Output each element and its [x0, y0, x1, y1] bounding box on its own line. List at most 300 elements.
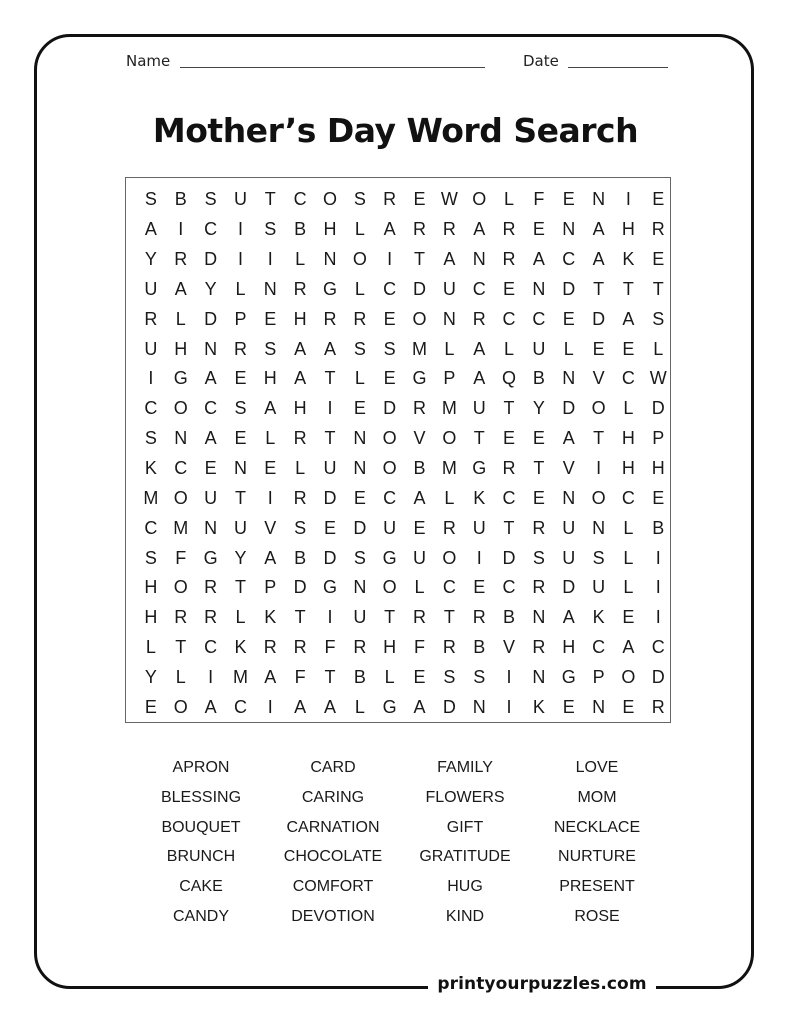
grid-cell[interactable]: O: [442, 428, 457, 449]
grid-cell[interactable]: D: [502, 547, 516, 568]
grid-cell[interactable]: I: [387, 249, 393, 270]
grid-cell[interactable]: A: [473, 338, 486, 359]
grid-cell[interactable]: R: [442, 637, 456, 658]
grid-cell[interactable]: Y: [144, 666, 157, 687]
grid-cell[interactable]: L: [295, 249, 306, 270]
grid-cell[interactable]: D: [413, 278, 427, 299]
grid-cell[interactable]: U: [353, 607, 367, 628]
grid-cell[interactable]: L: [623, 398, 634, 419]
grid-cell[interactable]: E: [144, 696, 157, 717]
grid-cell[interactable]: N: [532, 607, 546, 628]
grid-cell[interactable]: O: [173, 487, 188, 508]
grid-cell[interactable]: L: [623, 577, 634, 598]
grid-cell[interactable]: I: [655, 607, 661, 628]
grid-cell[interactable]: U: [144, 338, 158, 359]
grid-cell[interactable]: R: [502, 249, 516, 270]
grid-cell[interactable]: A: [592, 249, 605, 270]
grid-cell[interactable]: Y: [144, 249, 157, 270]
grid-cell[interactable]: G: [382, 696, 397, 717]
grid-cell[interactable]: E: [383, 308, 396, 329]
grid-cell[interactable]: K: [144, 458, 157, 479]
grid-cell[interactable]: E: [622, 338, 635, 359]
grid-cell[interactable]: M: [441, 458, 457, 479]
grid-cell[interactable]: C: [592, 637, 606, 658]
grid-cell[interactable]: F: [414, 637, 426, 658]
grid-cell[interactable]: I: [237, 249, 243, 270]
grid-cell[interactable]: L: [623, 517, 634, 538]
grid-cell[interactable]: U: [413, 547, 427, 568]
grid-cell[interactable]: A: [592, 219, 605, 240]
grid-cell[interactable]: P: [443, 368, 456, 389]
grid-cell[interactable]: K: [592, 607, 605, 628]
grid-cell[interactable]: C: [144, 517, 158, 538]
grid-cell[interactable]: A: [532, 249, 545, 270]
grid-cell[interactable]: A: [413, 487, 426, 508]
grid-cell[interactable]: N: [592, 189, 606, 210]
grid-cell[interactable]: H: [293, 308, 307, 329]
grid-cell[interactable]: N: [472, 696, 486, 717]
name-field-line[interactable]: [180, 67, 485, 68]
grid-cell[interactable]: C: [502, 487, 516, 508]
grid-cell[interactable]: H: [144, 607, 158, 628]
grid-cell[interactable]: L: [354, 696, 365, 717]
grid-cell[interactable]: E: [503, 278, 516, 299]
grid-cell[interactable]: E: [622, 696, 635, 717]
grid-cell[interactable]: R: [532, 637, 546, 658]
grid-cell[interactable]: E: [622, 607, 635, 628]
grid-cell[interactable]: K: [264, 607, 277, 628]
grid-cell[interactable]: R: [532, 517, 546, 538]
grid-cell[interactable]: M: [232, 666, 248, 687]
grid-cell[interactable]: I: [267, 696, 273, 717]
grid-cell[interactable]: V: [264, 517, 277, 538]
grid-cell[interactable]: F: [533, 189, 545, 210]
grid-cell[interactable]: D: [204, 308, 218, 329]
grid-cell[interactable]: L: [175, 308, 186, 329]
grid-cell[interactable]: O: [173, 696, 188, 717]
grid-cell[interactable]: D: [353, 517, 367, 538]
grid-cell[interactable]: R: [174, 607, 188, 628]
grid-cell[interactable]: M: [143, 487, 159, 508]
grid-cell[interactable]: K: [234, 637, 247, 658]
grid-cell[interactable]: R: [532, 577, 546, 598]
grid-cell[interactable]: O: [382, 428, 397, 449]
grid-cell[interactable]: E: [652, 249, 665, 270]
grid-cell[interactable]: A: [473, 219, 486, 240]
grid-cell[interactable]: L: [175, 666, 186, 687]
grid-cell[interactable]: R: [323, 308, 337, 329]
grid-cell[interactable]: S: [353, 338, 366, 359]
grid-cell[interactable]: D: [442, 696, 456, 717]
grid-cell[interactable]: R: [472, 607, 486, 628]
grid-cell[interactable]: U: [323, 458, 337, 479]
grid-cell[interactable]: T: [652, 278, 664, 299]
grid-cell[interactable]: Y: [204, 278, 217, 299]
grid-cell[interactable]: H: [621, 219, 635, 240]
grid-cell[interactable]: D: [383, 398, 397, 419]
grid-cell[interactable]: S: [144, 547, 157, 568]
grid-cell[interactable]: U: [562, 547, 576, 568]
grid-cell[interactable]: R: [204, 607, 218, 628]
grid-cell[interactable]: V: [562, 458, 575, 479]
grid-cell[interactable]: R: [263, 637, 277, 658]
grid-cell[interactable]: U: [204, 487, 218, 508]
grid-cell[interactable]: T: [593, 428, 605, 449]
grid-cell[interactable]: I: [506, 696, 512, 717]
grid-cell[interactable]: D: [651, 666, 665, 687]
grid-cell[interactable]: E: [323, 517, 336, 538]
grid-cell[interactable]: K: [622, 249, 635, 270]
grid-cell[interactable]: S: [144, 428, 157, 449]
grid-cell[interactable]: R: [353, 308, 367, 329]
grid-cell[interactable]: O: [621, 666, 636, 687]
grid-cell[interactable]: N: [562, 487, 576, 508]
grid-cell[interactable]: O: [352, 249, 367, 270]
grid-cell[interactable]: C: [144, 398, 158, 419]
grid-cell[interactable]: V: [503, 637, 516, 658]
grid-cell[interactable]: R: [353, 637, 367, 658]
grid-cell[interactable]: B: [473, 637, 486, 658]
grid-cell[interactable]: B: [413, 458, 426, 479]
grid-cell[interactable]: E: [532, 428, 545, 449]
grid-cell[interactable]: S: [473, 666, 486, 687]
grid-cell[interactable]: S: [652, 308, 665, 329]
grid-cell[interactable]: T: [324, 666, 336, 687]
grid-cell[interactable]: A: [174, 278, 187, 299]
grid-cell[interactable]: U: [233, 517, 247, 538]
grid-cell[interactable]: A: [622, 308, 635, 329]
grid-cell[interactable]: D: [562, 278, 576, 299]
grid-cell[interactable]: R: [442, 219, 456, 240]
grid-cell[interactable]: O: [591, 487, 606, 508]
grid-cell[interactable]: L: [623, 547, 634, 568]
grid-cell[interactable]: C: [472, 278, 486, 299]
grid-cell[interactable]: I: [506, 666, 512, 687]
grid-cell[interactable]: B: [174, 189, 187, 210]
grid-cell[interactable]: S: [383, 338, 396, 359]
grid-cell[interactable]: N: [592, 517, 606, 538]
grid-cell[interactable]: M: [173, 517, 189, 538]
grid-cell[interactable]: T: [622, 278, 634, 299]
grid-cell[interactable]: T: [443, 607, 455, 628]
grid-cell[interactable]: L: [354, 278, 365, 299]
grid-cell[interactable]: A: [383, 219, 396, 240]
grid-cell[interactable]: I: [267, 249, 273, 270]
grid-cell[interactable]: T: [503, 517, 515, 538]
grid-cell[interactable]: G: [412, 368, 427, 389]
grid-cell[interactable]: A: [204, 428, 217, 449]
grid-cell[interactable]: N: [204, 517, 218, 538]
grid-cell[interactable]: E: [353, 398, 366, 419]
grid-cell[interactable]: U: [144, 278, 158, 299]
grid-cell[interactable]: S: [353, 547, 366, 568]
grid-cell[interactable]: C: [383, 278, 397, 299]
grid-cell[interactable]: I: [327, 398, 333, 419]
grid-cell[interactable]: W: [649, 368, 667, 389]
grid-cell[interactable]: T: [234, 577, 246, 598]
grid-cell[interactable]: O: [382, 577, 397, 598]
grid-cell[interactable]: P: [234, 308, 247, 329]
grid-cell[interactable]: C: [204, 219, 218, 240]
grid-cell[interactable]: L: [504, 338, 515, 359]
grid-cell[interactable]: R: [174, 249, 188, 270]
grid-cell[interactable]: P: [652, 428, 665, 449]
grid-cell[interactable]: A: [294, 696, 307, 717]
grid-cell[interactable]: R: [472, 308, 486, 329]
grid-cell[interactable]: E: [652, 487, 665, 508]
grid-cell[interactable]: S: [443, 666, 456, 687]
grid-cell[interactable]: R: [413, 607, 427, 628]
grid-cell[interactable]: K: [473, 487, 486, 508]
grid-cell[interactable]: L: [295, 458, 306, 479]
grid-cell[interactable]: I: [327, 607, 333, 628]
grid-cell[interactable]: N: [353, 577, 367, 598]
grid-cell[interactable]: A: [204, 368, 217, 389]
grid-cell[interactable]: L: [145, 637, 156, 658]
grid-cell[interactable]: S: [264, 219, 277, 240]
grid-cell[interactable]: B: [353, 666, 366, 687]
grid-cell[interactable]: N: [323, 249, 337, 270]
grid-cell[interactable]: T: [533, 458, 545, 479]
grid-cell[interactable]: D: [592, 308, 606, 329]
grid-cell[interactable]: A: [204, 696, 217, 717]
grid-cell[interactable]: O: [382, 458, 397, 479]
grid-cell[interactable]: Y: [532, 398, 545, 419]
grid-cell[interactable]: U: [442, 278, 456, 299]
grid-cell[interactable]: E: [383, 368, 396, 389]
grid-cell[interactable]: M: [412, 338, 428, 359]
grid-cell[interactable]: C: [383, 487, 397, 508]
grid-cell[interactable]: T: [234, 487, 246, 508]
grid-cell[interactable]: O: [472, 189, 487, 210]
grid-cell[interactable]: Y: [234, 547, 247, 568]
grid-cell[interactable]: S: [532, 547, 545, 568]
grid-cell[interactable]: L: [563, 338, 574, 359]
grid-cell[interactable]: T: [294, 607, 306, 628]
grid-cell[interactable]: G: [322, 577, 337, 598]
grid-cell[interactable]: R: [442, 517, 456, 538]
grid-cell[interactable]: H: [621, 458, 635, 479]
grid-cell[interactable]: V: [592, 368, 605, 389]
grid-cell[interactable]: C: [621, 368, 635, 389]
grid-cell[interactable]: A: [562, 428, 575, 449]
grid-cell[interactable]: N: [263, 278, 277, 299]
grid-cell[interactable]: D: [293, 577, 307, 598]
grid-cell[interactable]: E: [562, 189, 575, 210]
grid-cell[interactable]: Q: [502, 368, 517, 389]
grid-cell[interactable]: E: [473, 577, 486, 598]
grid-cell[interactable]: A: [562, 607, 575, 628]
grid-cell[interactable]: A: [294, 338, 307, 359]
grid-cell[interactable]: T: [593, 278, 605, 299]
grid-cell[interactable]: G: [322, 278, 337, 299]
grid-cell[interactable]: S: [264, 338, 277, 359]
grid-cell[interactable]: I: [237, 219, 243, 240]
grid-cell[interactable]: H: [562, 637, 576, 658]
grid-cell[interactable]: G: [203, 547, 218, 568]
grid-cell[interactable]: D: [323, 487, 337, 508]
grid-cell[interactable]: N: [592, 696, 606, 717]
grid-cell[interactable]: O: [173, 577, 188, 598]
grid-cell[interactable]: U: [592, 577, 606, 598]
grid-cell[interactable]: A: [144, 219, 157, 240]
grid-cell[interactable]: R: [413, 219, 427, 240]
grid-cell[interactable]: E: [532, 487, 545, 508]
grid-cell[interactable]: D: [204, 249, 218, 270]
grid-cell[interactable]: E: [413, 517, 426, 538]
grid-cell[interactable]: H: [621, 428, 635, 449]
grid-cell[interactable]: L: [653, 338, 664, 359]
grid-cell[interactable]: T: [324, 428, 336, 449]
grid-cell[interactable]: N: [562, 368, 576, 389]
grid-cell[interactable]: I: [178, 219, 184, 240]
grid-cell[interactable]: G: [472, 458, 487, 479]
grid-cell[interactable]: A: [413, 696, 426, 717]
grid-cell[interactable]: E: [652, 189, 665, 210]
grid-cell[interactable]: R: [502, 458, 516, 479]
grid-cell[interactable]: L: [444, 338, 455, 359]
grid-cell[interactable]: T: [384, 607, 396, 628]
grid-cell[interactable]: N: [532, 278, 546, 299]
grid-cell[interactable]: R: [144, 308, 158, 329]
grid-cell[interactable]: O: [322, 189, 337, 210]
grid-cell[interactable]: R: [204, 577, 218, 598]
grid-cell[interactable]: T: [473, 428, 485, 449]
grid-cell[interactable]: E: [264, 308, 277, 329]
grid-cell[interactable]: N: [562, 219, 576, 240]
grid-cell[interactable]: T: [503, 398, 515, 419]
grid-cell[interactable]: S: [234, 398, 247, 419]
grid-cell[interactable]: C: [442, 577, 456, 598]
grid-cell[interactable]: R: [502, 219, 516, 240]
grid-cell[interactable]: I: [148, 368, 154, 389]
grid-cell[interactable]: P: [264, 577, 277, 598]
grid-cell[interactable]: E: [234, 368, 247, 389]
grid-cell[interactable]: D: [562, 398, 576, 419]
grid-cell[interactable]: G: [173, 368, 188, 389]
grid-cell[interactable]: N: [353, 428, 367, 449]
grid-cell[interactable]: C: [293, 189, 307, 210]
grid-cell[interactable]: S: [353, 189, 366, 210]
grid-cell[interactable]: L: [354, 219, 365, 240]
grid-cell[interactable]: L: [354, 368, 365, 389]
grid-cell[interactable]: R: [383, 189, 397, 210]
grid-cell[interactable]: T: [414, 249, 426, 270]
grid-cell[interactable]: R: [293, 428, 307, 449]
grid-cell[interactable]: K: [532, 696, 545, 717]
grid-cell[interactable]: L: [235, 278, 246, 299]
grid-cell[interactable]: E: [353, 487, 366, 508]
grid-cell[interactable]: O: [442, 547, 457, 568]
grid-cell[interactable]: C: [621, 487, 635, 508]
grid-cell[interactable]: O: [412, 308, 427, 329]
grid-cell[interactable]: U: [472, 517, 486, 538]
grid-cell[interactable]: C: [532, 308, 546, 329]
grid-cell[interactable]: C: [651, 637, 665, 658]
grid-cell[interactable]: C: [502, 577, 516, 598]
grid-cell[interactable]: U: [562, 517, 576, 538]
grid-cell[interactable]: R: [413, 398, 427, 419]
grid-cell[interactable]: R: [293, 487, 307, 508]
grid-cell[interactable]: N: [204, 338, 218, 359]
grid-cell[interactable]: L: [414, 577, 425, 598]
grid-cell[interactable]: A: [443, 249, 456, 270]
grid-cell[interactable]: T: [264, 189, 276, 210]
grid-cell[interactable]: H: [263, 368, 277, 389]
grid-cell[interactable]: B: [652, 517, 665, 538]
grid-cell[interactable]: R: [233, 338, 247, 359]
grid-cell[interactable]: H: [651, 458, 665, 479]
grid-cell[interactable]: I: [267, 487, 273, 508]
grid-cell[interactable]: A: [323, 338, 336, 359]
grid-cell[interactable]: C: [204, 398, 218, 419]
grid-cell[interactable]: R: [293, 637, 307, 658]
grid-cell[interactable]: L: [504, 189, 515, 210]
grid-cell[interactable]: A: [264, 666, 277, 687]
grid-cell[interactable]: L: [444, 487, 455, 508]
grid-cell[interactable]: B: [294, 547, 307, 568]
grid-cell[interactable]: H: [144, 577, 158, 598]
grid-cell[interactable]: N: [233, 458, 247, 479]
grid-cell[interactable]: R: [293, 278, 307, 299]
grid-cell[interactable]: F: [294, 666, 306, 687]
grid-cell[interactable]: A: [323, 696, 336, 717]
grid-cell[interactable]: I: [476, 547, 482, 568]
grid-cell[interactable]: D: [323, 547, 337, 568]
grid-cell[interactable]: U: [233, 189, 247, 210]
grid-cell[interactable]: I: [655, 577, 661, 598]
grid-cell[interactable]: T: [324, 368, 336, 389]
grid-cell[interactable]: B: [503, 607, 516, 628]
grid-cell[interactable]: H: [174, 338, 188, 359]
grid-cell[interactable]: I: [655, 547, 661, 568]
grid-cell[interactable]: N: [532, 666, 546, 687]
grid-cell[interactable]: E: [532, 219, 545, 240]
grid-cell[interactable]: N: [353, 458, 367, 479]
grid-cell[interactable]: C: [204, 637, 218, 658]
grid-cell[interactable]: A: [622, 637, 635, 658]
grid-cell[interactable]: S: [294, 517, 307, 538]
grid-cell[interactable]: D: [562, 577, 576, 598]
date-field-line[interactable]: [568, 67, 668, 68]
grid-cell[interactable]: I: [625, 189, 631, 210]
grid-cell[interactable]: A: [264, 398, 277, 419]
grid-cell[interactable]: N: [442, 308, 456, 329]
grid-cell[interactable]: D: [651, 398, 665, 419]
grid-cell[interactable]: E: [264, 458, 277, 479]
grid-cell[interactable]: A: [294, 368, 307, 389]
grid-cell[interactable]: H: [383, 637, 397, 658]
grid-cell[interactable]: C: [502, 308, 516, 329]
grid-cell[interactable]: G: [382, 547, 397, 568]
grid-cell[interactable]: N: [174, 428, 188, 449]
grid-cell[interactable]: L: [265, 428, 276, 449]
word-search-grid[interactable]: [136, 185, 673, 722]
grid-cell[interactable]: V: [413, 428, 426, 449]
grid-cell[interactable]: B: [294, 219, 307, 240]
grid-cell[interactable]: U: [383, 517, 397, 538]
grid-cell[interactable]: E: [234, 428, 247, 449]
grid-cell[interactable]: R: [651, 219, 665, 240]
grid-cell[interactable]: C: [174, 458, 188, 479]
grid-cell[interactable]: B: [532, 368, 545, 389]
grid-cell[interactable]: N: [472, 249, 486, 270]
grid-cell[interactable]: C: [562, 249, 576, 270]
grid-cell[interactable]: I: [208, 666, 214, 687]
grid-cell[interactable]: F: [324, 637, 336, 658]
grid-cell[interactable]: R: [651, 696, 665, 717]
grid-cell[interactable]: U: [532, 338, 546, 359]
